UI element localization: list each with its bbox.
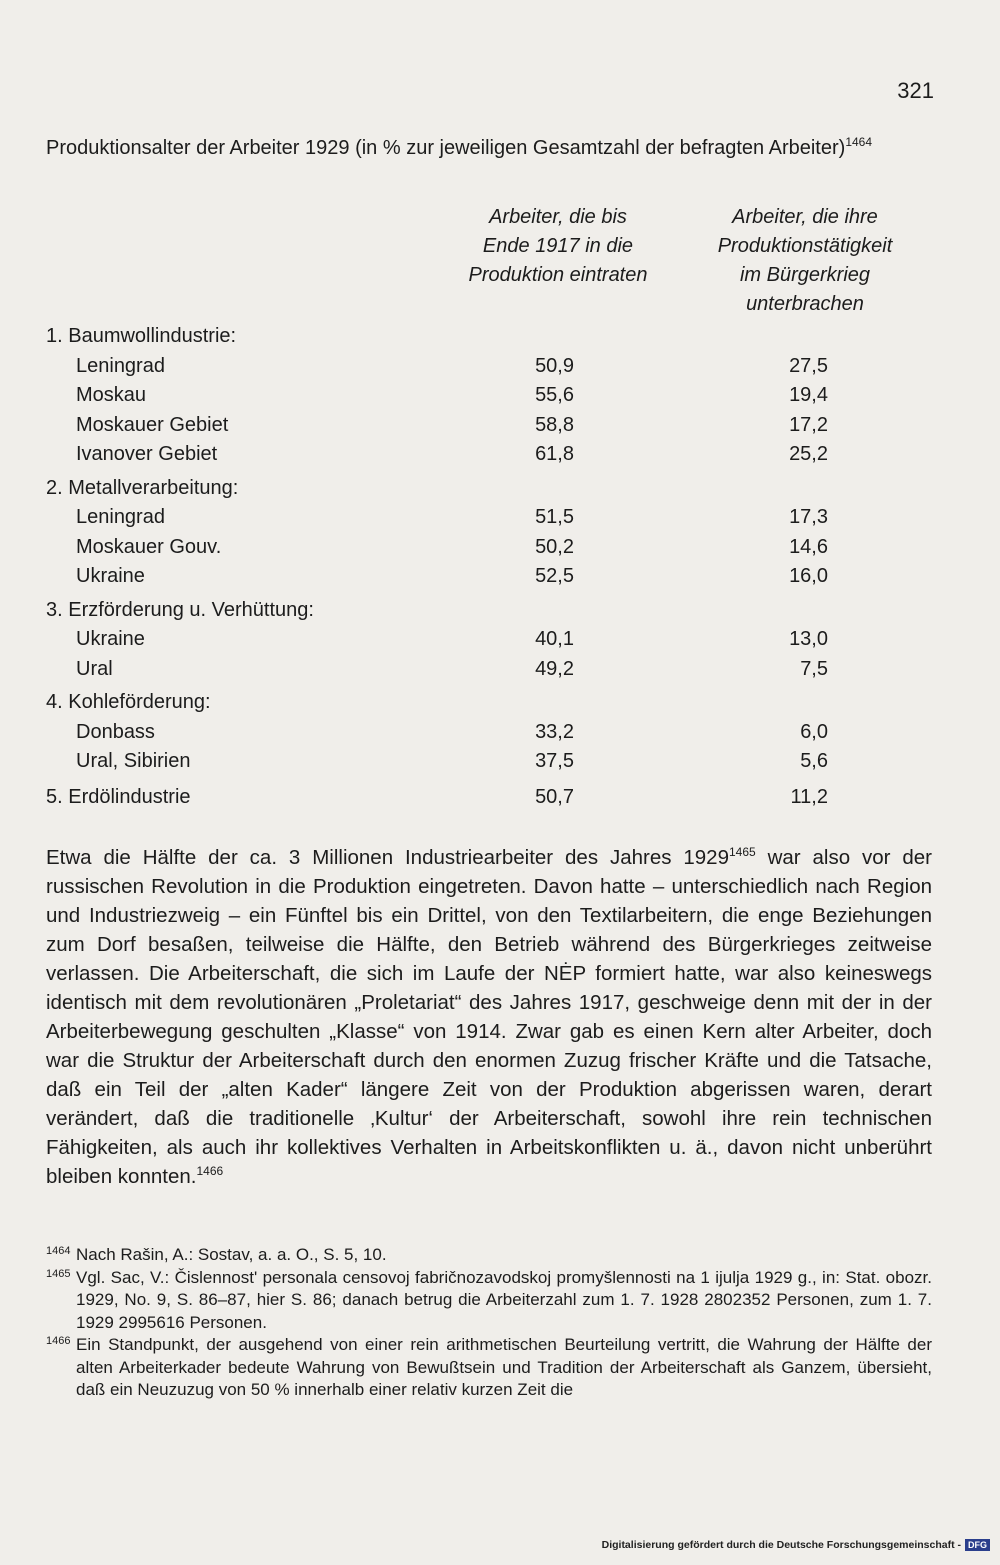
table-row — [46, 718, 846, 748]
row-label: Leningrad — [76, 354, 165, 377]
footnote-number: 1464 — [46, 1245, 71, 1257]
credit-text: Digitalisierung gefördert durch die Deutsche Forschungsgemeinschaft - — [601, 1539, 961, 1551]
footnote-text: Ein Standpunkt, der ausgehend von einer rein arithmetischen Beurteilung vertritt, die Wahrung der Hälfte der alten Arbeiterkader bedeute Wahrung von Bewußtsein und Tradition der Arbeiterschaft als Ganzem, übersieht, daß ein Neuzuzug von 50 % innerhalb einer relativ kurzen Zeit die — [76, 1335, 932, 1399]
interrupted-percent: 5,6 — [800, 750, 828, 772]
table-category-row — [46, 474, 846, 504]
prewar-percent: 40,1 — [535, 628, 574, 650]
data-table — [46, 322, 846, 812]
dfg-logo: DFG — [965, 1539, 990, 1551]
row-label: Ural — [76, 657, 113, 680]
table-row — [46, 411, 846, 441]
column-header-line: Arbeiter, die bis — [489, 206, 627, 228]
row-label: 5. Erdölindustrie — [46, 785, 191, 808]
footnote-text: Vgl. Sac, V.: Čislennost' personala censovoj fabričnozavodskoj promyšlennosti na 1 ijulja 1929 g., in: Stat. obozr. 1929, No. 9, S. 86–87, hier S. 86; danach betrug die Arbeiterzahl zum 1. 7. 1928 2802352 Personen, zum 1. 7. 1929 2995616 Personen. — [76, 1267, 932, 1332]
prewar-percent: 33,2 — [535, 720, 574, 743]
table-row — [46, 533, 846, 563]
prewar-percent: 51,5 — [535, 506, 574, 528]
table-row — [46, 440, 846, 470]
row-label: Ural, Sibirien — [76, 750, 191, 772]
column-header-line: Produktion eintraten — [468, 264, 648, 286]
table-category-row — [46, 783, 846, 813]
column-header-line: im Bürgerkrieg — [739, 264, 871, 286]
interrupted-percent: 14,6 — [789, 535, 828, 558]
footnote-number: 1466 — [46, 1335, 71, 1347]
column-header-line: Ende 1917 in die — [482, 235, 634, 257]
footnote-ref: 1464 — [845, 135, 873, 149]
prewar-percent: 49,2 — [535, 657, 574, 680]
interrupted-percent: 25,2 — [789, 443, 828, 465]
column-header-line: unterbrachen — [746, 293, 864, 315]
interrupted-percent: 7,5 — [800, 657, 828, 680]
row-label: Donbass — [76, 720, 155, 743]
row-label: Ivanover Gebiet — [76, 443, 218, 465]
digitization-credit — [602, 1539, 990, 1551]
row-label: Leningrad — [76, 506, 165, 528]
interrupted-percent: 27,5 — [789, 354, 828, 377]
table-caption-text: Produktionsalter der Arbeiter 1929 (in % zur jeweiligen Gesamtzahl der befragten Arbeiter) — [46, 137, 846, 159]
paragraph-text: war also vor der russischen Revolution in die Produktion eingetreten. Davon hatte – unterschiedlich nach Region und Industriezweig – ein Fünftel bis ein Drittel, von den Textilarbeitern, die enge Beziehungen zum Dorf besaßen, teilweise die Hälfte, den Betrieb während des Bürgerkrieges zeitweise verlassen. Die Arbeiterschaft, die sich im Laufe der NĖP formiert hatte, war also keineswegs identisch mit dem revolutionären „Proletariat“ des Jahres 1917, geschweige denn mit der in der Arbeiterbewegung geschulten „Klasse“ von 1914. Zwar gab es einen Kern alter Arbeiter, doch war die Struktur der Arbeiterschaft durch den enormen Zuzug frischer Kräfte und die Tatsache, daß ein Teil der „alten Kader“ längere Zeit von der Produktion abgerissen waren, derart verändert, daß die traditionelle ‚Kultur‘ der Arbeiterschaft, sowohl ihre rein technischen Fähigkeiten, als auch ihr kollektives Verhalten in Arbeitskonflikten u. ä., davon nicht unberührt bleiben konnten. — [46, 846, 932, 1188]
footnote — [46, 1267, 932, 1335]
table-row — [46, 747, 846, 777]
interrupted-percent: 11,2 — [790, 785, 828, 808]
table-row — [46, 655, 846, 685]
table-row — [46, 562, 846, 592]
row-label: 2. Metallverarbeitung: — [46, 476, 239, 499]
table-row — [46, 625, 846, 655]
table-category-row — [46, 596, 846, 626]
footnote-text: Nach Rašin, A.: Sostav, a. a. O., S. 5, 10. — [76, 1245, 387, 1264]
footnote-ref: 1466 — [196, 1164, 224, 1178]
interrupted-percent: 19,4 — [789, 384, 828, 406]
table-row — [46, 352, 846, 382]
prewar-percent: 50,7 — [535, 785, 574, 808]
footnote — [46, 1334, 932, 1402]
prewar-percent: 61,8 — [535, 443, 574, 465]
table-category-row — [46, 688, 846, 718]
prewar-percent: 58,8 — [535, 413, 574, 436]
table-row — [46, 381, 846, 411]
row-label: Moskau — [76, 384, 147, 406]
interrupted-percent: 6,0 — [800, 720, 828, 743]
row-label: Ukraine — [76, 565, 145, 587]
column-header-line: Arbeiter, die ihre — [732, 206, 878, 228]
row-label: Ukraine — [76, 628, 145, 650]
table-row — [46, 503, 846, 533]
column-header-interrupted-workers — [700, 203, 910, 319]
footnote-number: 1465 — [46, 1267, 71, 1280]
footnotes — [46, 1244, 932, 1402]
prewar-percent: 50,2 — [535, 535, 574, 558]
column-header-prewar-workers — [438, 203, 678, 290]
interrupted-percent: 16,0 — [789, 565, 828, 587]
interrupted-percent: 13,0 — [789, 628, 828, 650]
row-label: 4. Kohleförderung: — [46, 691, 211, 713]
table-category-row — [46, 322, 846, 352]
row-label: Moskauer Gouv. — [76, 535, 222, 558]
column-header-line: Produktionstätigkeit — [717, 235, 893, 257]
footnote — [46, 1244, 932, 1267]
prewar-percent: 50,9 — [535, 354, 574, 377]
interrupted-percent: 17,3 — [789, 506, 828, 528]
paragraph-text: Etwa die Hälfte der ca. 3 Millionen Industriearbeiter des Jahres 1929 — [46, 846, 729, 869]
prewar-percent: 55,6 — [535, 384, 574, 406]
body-paragraph — [46, 843, 932, 1191]
row-label: 3. Erzförderung u. Verhüttung: — [46, 598, 314, 621]
page-number: 321 — [897, 78, 934, 103]
row-label: 1. Baumwollindustrie: — [46, 325, 237, 347]
row-label: Moskauer Gebiet — [76, 413, 229, 436]
table-caption — [46, 134, 934, 162]
footnote-ref: 1465 — [728, 845, 756, 859]
prewar-percent: 52,5 — [535, 565, 574, 587]
prewar-percent: 37,5 — [535, 750, 574, 772]
interrupted-percent: 17,2 — [789, 413, 828, 436]
